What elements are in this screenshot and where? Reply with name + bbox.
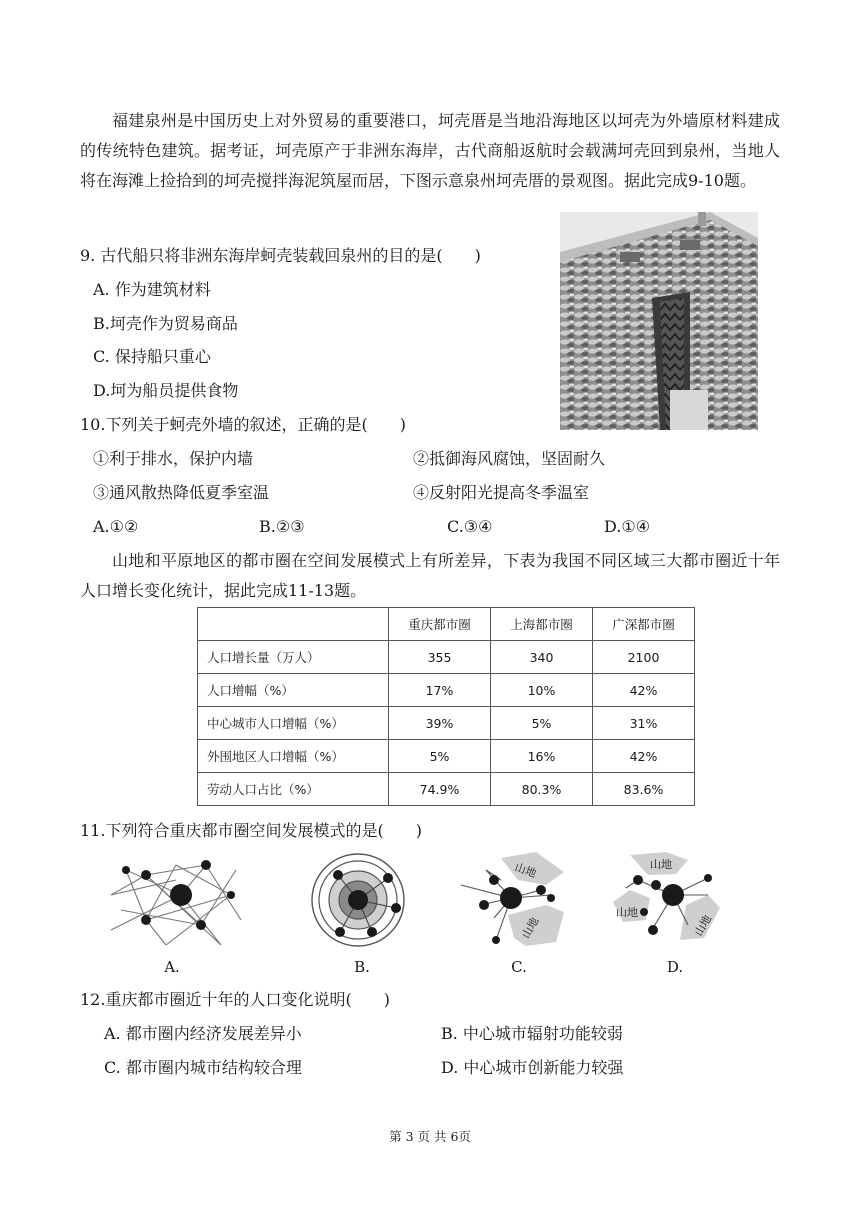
q10-statement-4: ④反射阳光提高冬季温室	[413, 483, 590, 502]
q9-option-b[interactable]: B.坷壳作为贸易商品	[93, 314, 238, 333]
oyster-shell-house-photo	[560, 212, 758, 430]
table-header-row	[198, 608, 695, 641]
table-cell: 74.9%	[389, 773, 491, 806]
q11-label-d[interactable]: D.	[666, 958, 684, 976]
q11-label-c[interactable]: C.	[511, 958, 527, 976]
q10-option-a[interactable]: A.①②	[93, 517, 139, 536]
row-label: 外围地区人口增幅（%）	[198, 740, 389, 773]
q12-option-a[interactable]: A. 都市圈内经济发展差异小	[104, 1024, 302, 1043]
table-cell: 80.3%	[491, 773, 593, 806]
mountain-label: 山地	[512, 860, 539, 881]
q12-option-b[interactable]: B. 中心城市辐射功能较弱	[441, 1024, 623, 1043]
q10-statement-1: ①利于排水，保护内墙	[93, 449, 254, 468]
table-row	[198, 773, 695, 806]
table-row	[198, 707, 695, 740]
table-cell: 10%	[491, 674, 593, 707]
table-cell: 2100	[593, 641, 695, 674]
q11-label-a[interactable]: A.	[164, 958, 180, 976]
mountain-label: 山地	[616, 906, 638, 919]
diagram-d[interactable]	[608, 850, 748, 950]
table-cell: 42%	[593, 674, 695, 707]
q12-option-d[interactable]: D. 中心城市创新能力较强	[441, 1058, 624, 1077]
table-header-cell: 广深都市圈	[593, 608, 695, 641]
table-row	[198, 641, 695, 674]
q10-option-d[interactable]: D.①④	[604, 517, 651, 536]
q12-option-c[interactable]: C. 都市圈内城市结构较合理	[104, 1058, 302, 1077]
table-header-cell	[198, 608, 389, 641]
table-row	[198, 674, 695, 707]
q9-option-c[interactable]: C. 保持船只重心	[93, 347, 211, 366]
q10-statement-2: ②抵御海风腐蚀，坚固耐久	[413, 449, 606, 468]
table-cell: 340	[491, 641, 593, 674]
q9-option-a[interactable]: A. 作为建筑材料	[93, 280, 211, 299]
table-cell: 39%	[389, 707, 491, 740]
diagram-b[interactable]	[310, 850, 450, 950]
population-table	[197, 607, 695, 806]
mountain-label: 山地	[692, 912, 715, 939]
mountain-label: 山地	[650, 858, 672, 871]
q10-stem: 10.下列关于蚵壳外墙的叙述，正确的是( )	[80, 415, 406, 434]
table-header-cell: 重庆都市圈	[389, 608, 491, 641]
q10-option-c[interactable]: C.③④	[447, 517, 493, 536]
row-label: 人口增长量（万人）	[198, 641, 389, 674]
q11-label-b[interactable]: B.	[354, 958, 370, 976]
table-header-cell: 上海都市圈	[491, 608, 593, 641]
q12-stem: 12.重庆都市圈近十年的人口变化说明( )	[80, 990, 390, 1009]
diagram-a[interactable]	[106, 850, 246, 950]
table-cell: 16%	[491, 740, 593, 773]
diagram-c[interactable]	[456, 850, 596, 950]
q10-statement-3: ③通风散热降低夏季室温	[93, 483, 270, 502]
table-cell: 42%	[593, 740, 695, 773]
row-label: 劳动人口占比（%）	[198, 773, 389, 806]
q9-stem: 9. 古代船只将非洲东海岸蚵壳装载回泉州的目的是( )	[80, 246, 481, 265]
table-cell: 5%	[389, 740, 491, 773]
q11-stem: 11.下列符合重庆都市圈空间发展模式的是( )	[80, 821, 422, 840]
row-label: 人口增幅（%）	[198, 674, 389, 707]
table-cell: 355	[389, 641, 491, 674]
table-cell: 5%	[491, 707, 593, 740]
table-row	[198, 740, 695, 773]
page-footer: 第 3 页 共 6页	[389, 1129, 471, 1144]
q10-option-b[interactable]: B.②③	[259, 517, 305, 536]
table-cell: 17%	[389, 674, 491, 707]
intro-paragraph-2: 山地和平原地区的都市圈在空间发展模式上有所差异，下表为我国不同区域三大都市圈近十年人口增长变化统计，据此完成11-13题。	[80, 551, 780, 600]
mountain-label: 山地	[519, 915, 542, 941]
row-label: 中心城市人口增幅（%）	[198, 707, 389, 740]
intro-paragraph-1: 福建泉州是中国历史上对外贸易的重要港口，坷壳厝是当地沿海地区以坷壳为外墙原材料建成的传统特色建筑。据考证，坷壳原产于非洲东海岸，古代商船返航时会载满坷壳回到泉州，当地人将在海滩上捡拾到的坷壳搅拌海泥筑屋而居，下图示意泉州坷壳厝的景观图。据此完成9-10题。	[80, 111, 780, 190]
table-cell: 83.6%	[593, 773, 695, 806]
q9-option-d[interactable]: D.坷为船员提供食物	[93, 381, 239, 400]
table-cell: 31%	[593, 707, 695, 740]
